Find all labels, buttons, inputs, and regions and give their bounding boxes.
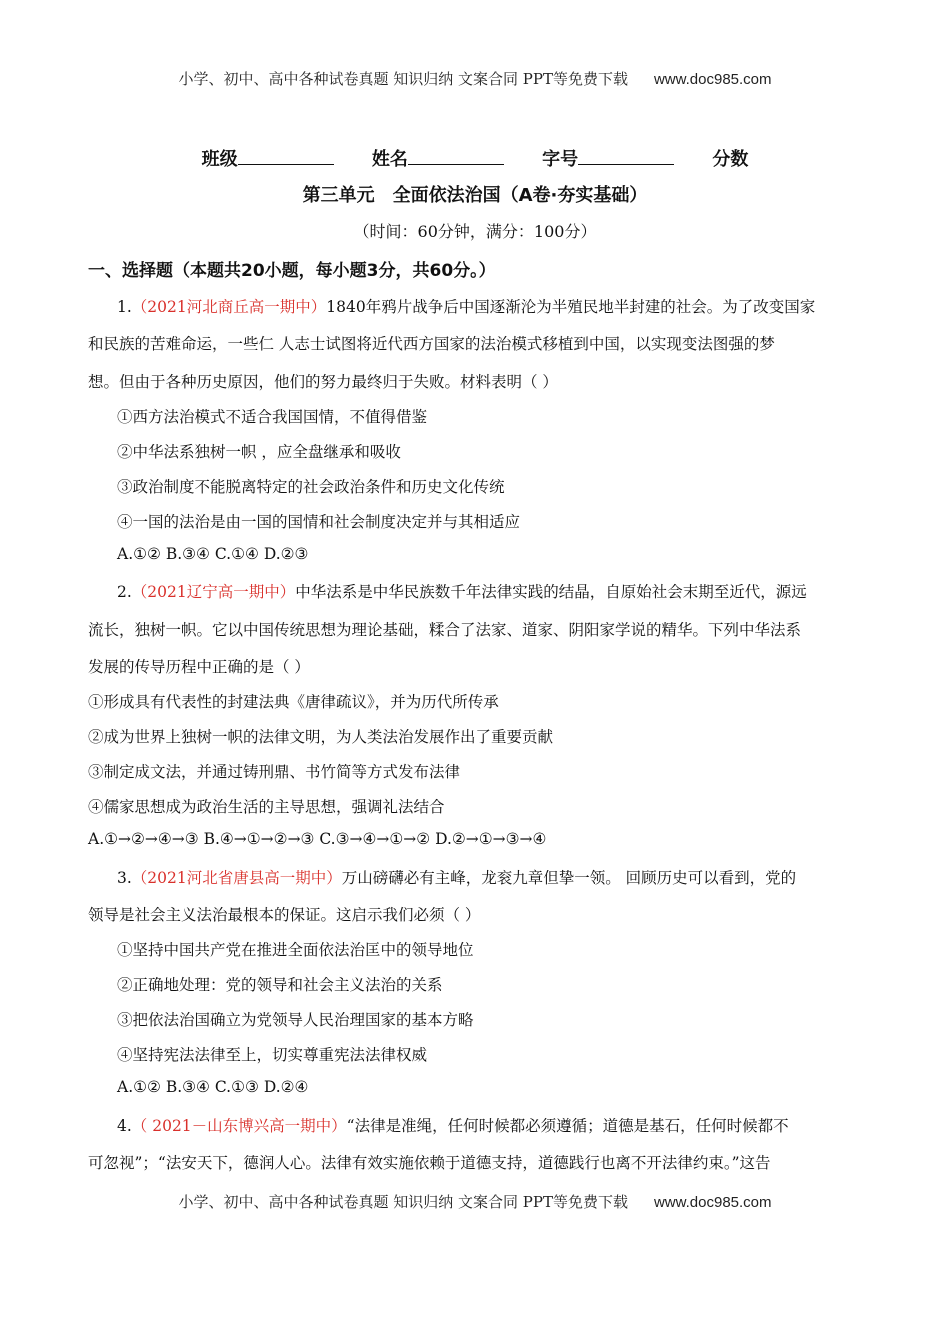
q3-text-1: 万山磅礴必有主峰，龙衮九章但挚一领。 回顾历史可以看到，党的	[341, 869, 797, 887]
q2-option-1: ①形成具有代表性的封建法典《唐律疏议》，并为历代所传承	[88, 693, 499, 711]
q1-option-1: ①西方法治模式不适合我国国情，不值得借鉴	[117, 408, 428, 426]
q3-source: （2021河北省唐县高一期中）	[131, 869, 342, 887]
class-label: 班级	[201, 149, 238, 170]
q1-option-3: ③政治制度不能脱离特定的社会政治条件和历史文化传统	[117, 478, 505, 496]
q3-stem-line-1	[117, 866, 796, 888]
class-blank[interactable]	[238, 148, 334, 165]
name-field	[372, 145, 504, 171]
class-field	[202, 145, 334, 171]
score-label: 分数	[712, 149, 749, 170]
q1-number: 1.	[117, 298, 132, 316]
q2-stem-line-2: 流长，独树一帜。它以中国传统思想为理论基础，糅合了法家、道家、阴阳家学说的精华。下列中华法系	[88, 621, 802, 639]
q2-stem-line-3: 发展的传导历程中正确的是（ ）	[88, 658, 310, 676]
q3-option-4: ④坚持宪法法律至上，切实尊重宪法法律权威	[117, 1046, 428, 1064]
q1-text-1: 1840年鸦片战争后中国逐渐沦为半殖民地半封建的社会。为了改变国家	[326, 298, 816, 316]
q4-stem-line-1	[117, 1114, 789, 1136]
footer-text: 小学、初中、高中各种试卷真题 知识归纳 文案合同 PPT等免费下载	[178, 1193, 628, 1211]
q3-option-1: ①坚持中国共产党在推进全面依法治匡中的领导地位	[117, 941, 474, 959]
q3-option-2: ②正确地处理：党的领导和社会主义法治的关系	[117, 976, 443, 994]
student-info-row	[0, 145, 950, 171]
q2-option-2: ②成为世界上独树一帜的法律文明，为人类法治发展作出了重要贡献	[88, 728, 554, 746]
q2-source: （2021辽宁高一期中）	[131, 583, 296, 601]
q2-text-1: 中华法系是中华民族数千年法律实践的结晶，自原始社会末期至近代，源远	[295, 583, 807, 601]
page-title: 第三单元 全面依法治国（A卷·夯实基础）	[302, 185, 648, 206]
footer-url[interactable]: www.doc985.com	[653, 1194, 772, 1211]
header-url[interactable]: www.doc985.com	[653, 71, 772, 88]
q3-stem-line-2: 领导是社会主义法治最根本的保证。这启示我们必须（ ）	[88, 906, 481, 924]
q1-stem-line-3: 想。但由于各种历史原因，他们的努力最终归于失败。材料表明（ ）	[88, 373, 558, 391]
q1-option-4: ④一国的法治是由一国的国情和社会制度决定并与其相适应	[117, 513, 521, 531]
page-subtitle: （时间：60分钟，满分：100分）	[353, 222, 597, 241]
q2-option-3: ③制定成文法，并通过铸刑鼎、书竹简等方式发布法律	[88, 763, 461, 781]
page-header	[0, 68, 950, 89]
number-label: 字号	[542, 149, 579, 170]
q4-stem-line-2: 可忽视”；“法安天下，德润人心。法律有效实施依赖于道德支持，道德践行也离不开法律约束。”这告	[88, 1154, 771, 1172]
q3-option-3: ③把依法治国确立为党领导人民治理国家的基本方略	[117, 1011, 474, 1029]
name-label: 姓名	[371, 149, 408, 170]
q4-text-1: “法律是准绳，任何时候都必须遵循；道德是基石，任何时候都不	[346, 1117, 789, 1135]
q1-source: （2021河北商丘高一期中）	[131, 298, 327, 316]
number-field	[542, 145, 674, 171]
q1-stem-line-2: 和民族的苦难命运，一些仁 人志士试图将近代西方国家的法治模式移植到中国，以实现变法图强的梦	[88, 335, 775, 353]
score-field	[712, 145, 748, 171]
q3-choices: A.①② B.③④ C.①③ D.②④	[117, 1078, 309, 1096]
q4-number: 4.	[117, 1117, 132, 1135]
name-blank[interactable]	[408, 148, 504, 165]
number-blank[interactable]	[578, 148, 674, 165]
page-footer	[0, 1191, 950, 1212]
q1-option-2: ②中华法系独树一帜 ，应全盘继承和吸收	[117, 443, 401, 461]
section-heading: 一、选择题（本题共20小题，每小题3分，共60分。）	[88, 261, 496, 281]
header-text: 小学、初中、高中各种试卷真题 知识归纳 文案合同 PPT等免费下载	[178, 70, 628, 88]
q2-number: 2.	[117, 583, 132, 601]
q2-option-4: ④儒家思想成为政治生活的主导思想，强调礼法结合	[88, 798, 445, 816]
q4-source: （ 2021－山东博兴高一期中）	[131, 1117, 347, 1135]
q2-choices: A.①→②→④→③ B.④→①→②→③ C.③→④→①→② D.②→①→③→④	[88, 830, 547, 848]
q1-choices: A.①② B.③④ C.①④ D.②③	[117, 545, 309, 563]
q1-stem-line-1	[117, 295, 815, 317]
q3-number: 3.	[117, 869, 132, 887]
q2-stem-line-1	[117, 580, 807, 602]
